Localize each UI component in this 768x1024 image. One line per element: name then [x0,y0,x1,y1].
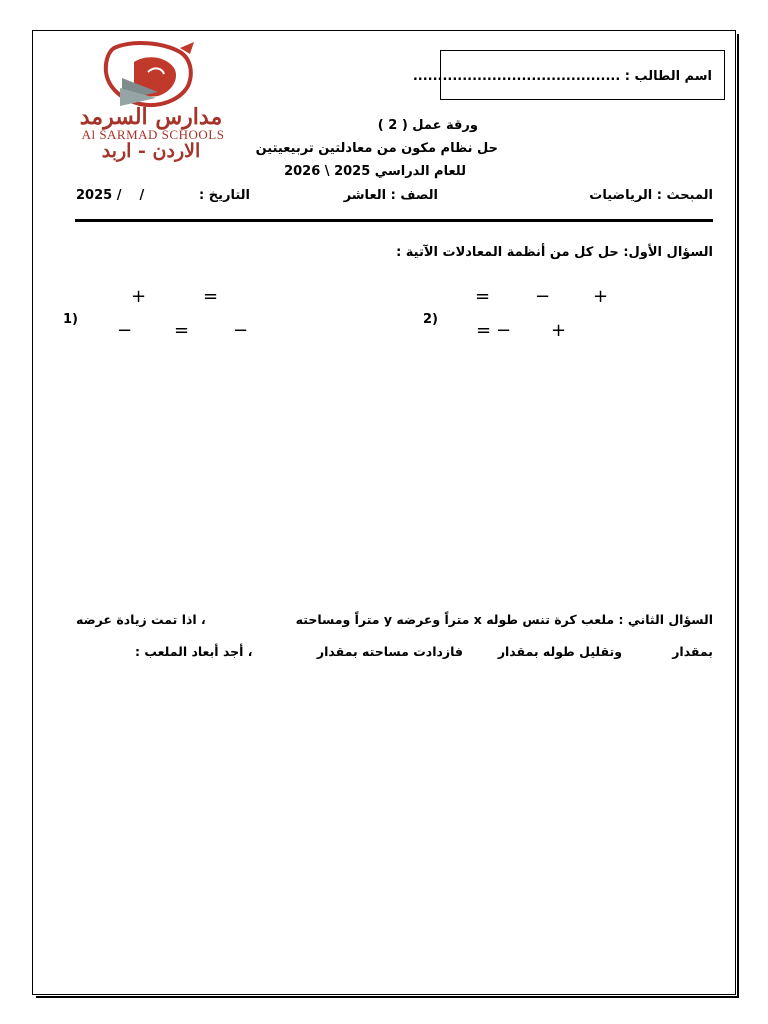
header-divider [75,219,713,222]
academic-year: للعام الدراسي 2025 \ 2026 [284,164,466,179]
p2-r1-plus: + [593,286,609,307]
p2-r2-minus: − [496,320,512,341]
question-2-line2-b: وتقليل طوله بمقدار [497,644,622,659]
logo-arabic-name: مدارس السرمد [79,104,223,130]
p1-r1-plus: + [131,286,147,307]
subject-field: المبحث : الرياضيات [589,188,713,203]
question-2-line1-end: ، اذا تمت زيادة عرضه [76,612,206,627]
logo-city: الاردن - اربد [101,140,201,162]
p2-r2-plus: + [551,320,567,341]
problem-2-label: 2) [423,312,438,327]
question-2-line1-main: السؤال الثاني : ملعب كرة تنس طوله x متراً وعرضه y متراً ومساحته [295,612,713,627]
worksheet-topic: حل نظام مكون من معادلتين تربيعيتين [255,141,498,156]
date-label: التاريخ : [199,188,250,203]
logo-english-name: Al SARMAD SCHOOLS [81,127,225,142]
problem-1-label: 1) [63,312,78,327]
p1-r2-equals: = [174,320,190,341]
p1-r2-minus-b: − [233,320,249,341]
date-value: 2025 / / [76,188,145,203]
question-2-line2-c: فازدادت مساحته بمقدار [316,644,463,659]
p1-r1-equals: = [203,286,219,307]
question-1-prompt: السؤال الأول: حل كل من أنظمة المعادلات الآتية : [396,245,713,260]
student-name-box [412,50,725,100]
question-2-line2-a: بمقدار [672,644,713,659]
p2-r1-minus: − [535,286,551,307]
grade-field: الصف : العاشر [343,188,438,203]
student-name-label: اسم الطالب : .......................................... [412,69,712,84]
question-2-line2-d: ، أجد أبعاد الملعب : [135,644,253,659]
worksheet-number: ورقة عمل ( 2 ) [377,118,478,133]
p2-r1-equals: = [475,286,491,307]
p2-r2-equals: = [476,320,492,341]
p1-r2-minus-a: − [117,320,133,341]
